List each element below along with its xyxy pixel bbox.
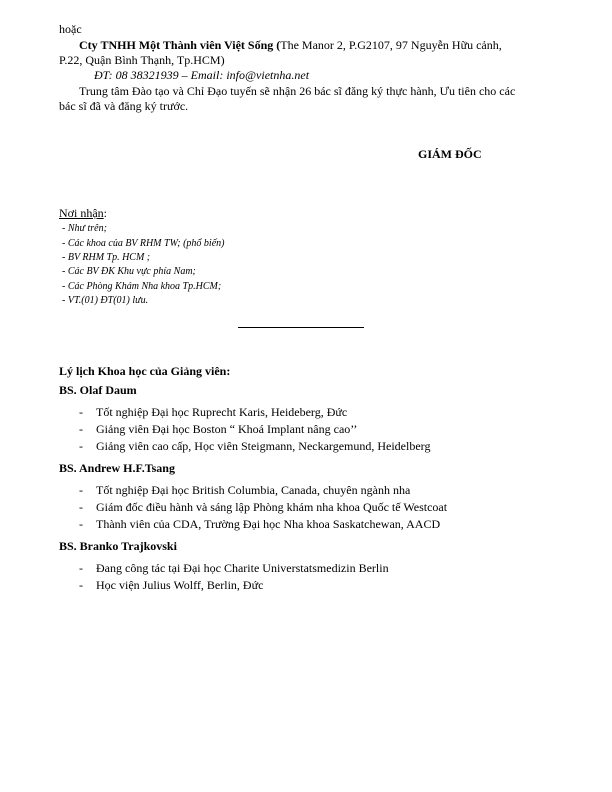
company-paren: ( [273, 38, 281, 52]
cv-heading: Lý lịch Khoa học của Giảng viên: [59, 364, 231, 378]
company-address-2: P.22, Quận Bình Thạnh, Tp.HCM) [59, 53, 225, 67]
contact-line: ĐT: 08 38321939 – Email: info@vietnha.net [94, 68, 310, 82]
bullet-marker: - [79, 578, 83, 592]
lecturer-item: Giảng viên Đại học Boston “ Khoá Implant nâng cao’’ [96, 422, 358, 436]
section-divider [238, 327, 364, 328]
recipient-item: - VT.(01) ĐT(01) lưu. [62, 295, 149, 306]
bullet-marker: - [79, 439, 83, 453]
lecturer-item: Đang công tác tại Đại học Charite Universtatsmedizin Berlin [96, 561, 389, 575]
company-address-1: The Manor 2, P.G2107, 97 Nguyễn Hữu cảnh, [280, 38, 502, 52]
lecturer-item: Giám đốc điều hành và sáng lập Phòng khám nha khoa Quốc tế Westcoat [96, 500, 448, 514]
company-name: Cty TNHH Một Thành viên Việt Sống [79, 38, 274, 52]
recipient-item: - BV RHM Tp. HCM ; [62, 252, 151, 263]
company-line [79, 38, 502, 52]
lecturer-item: Tốt nghiệp Đại học British Columbia, Canada, chuyên ngành nha [96, 483, 411, 497]
lecturer-item: Học viện Julius Wolff, Berlin, Đức [96, 578, 264, 592]
signature-title: GIÁM ĐỐC [418, 147, 482, 161]
lecturer-item: Giảng viên cao cấp, Học viên Steigmann, Neckargemund, Heidelberg [96, 439, 431, 453]
note-line-1: Trung tâm Đào tạo và Chỉ Đạo tuyến sẽ nhận 26 bác sĩ đăng ký thực hành, Ưu tiên cho các [79, 84, 516, 98]
bullet-marker: - [79, 422, 83, 436]
lecturer-name: BS. Olaf Daum [59, 383, 137, 397]
bullet-marker: - [79, 405, 83, 419]
bullet-marker: - [79, 561, 83, 575]
or-line: hoặc [59, 22, 82, 36]
lecturer-item: Thành viên của CDA, Trường Đại học Nha khoa Saskatchewan, AACD [96, 517, 441, 531]
bullet-marker: - [79, 517, 83, 531]
lecturer-name: BS. Andrew H.F.Tsang [59, 461, 175, 475]
lecturer-name: BS. Branko Trajkovski [59, 539, 177, 553]
recipient-item: - Các khoa của BV RHM TW; (phổ biến) [62, 238, 225, 249]
recipients-label: Nơi nhận: [59, 206, 108, 220]
bullet-marker: - [79, 500, 83, 514]
recipient-item: - Các BV ĐK Khu vực phía Nam; [62, 266, 196, 277]
lecturer-item: Tốt nghiệp Đại học Ruprecht Karis, Heideberg, Đức [96, 405, 348, 419]
bullet-marker: - [79, 483, 83, 497]
recipient-item: - Các Phòng Khám Nha khoa Tp.HCM; [62, 281, 222, 292]
recipient-item: - Như trên; [62, 223, 107, 234]
note-line-2: bác sĩ đã và đăng ký trước. [59, 99, 189, 113]
